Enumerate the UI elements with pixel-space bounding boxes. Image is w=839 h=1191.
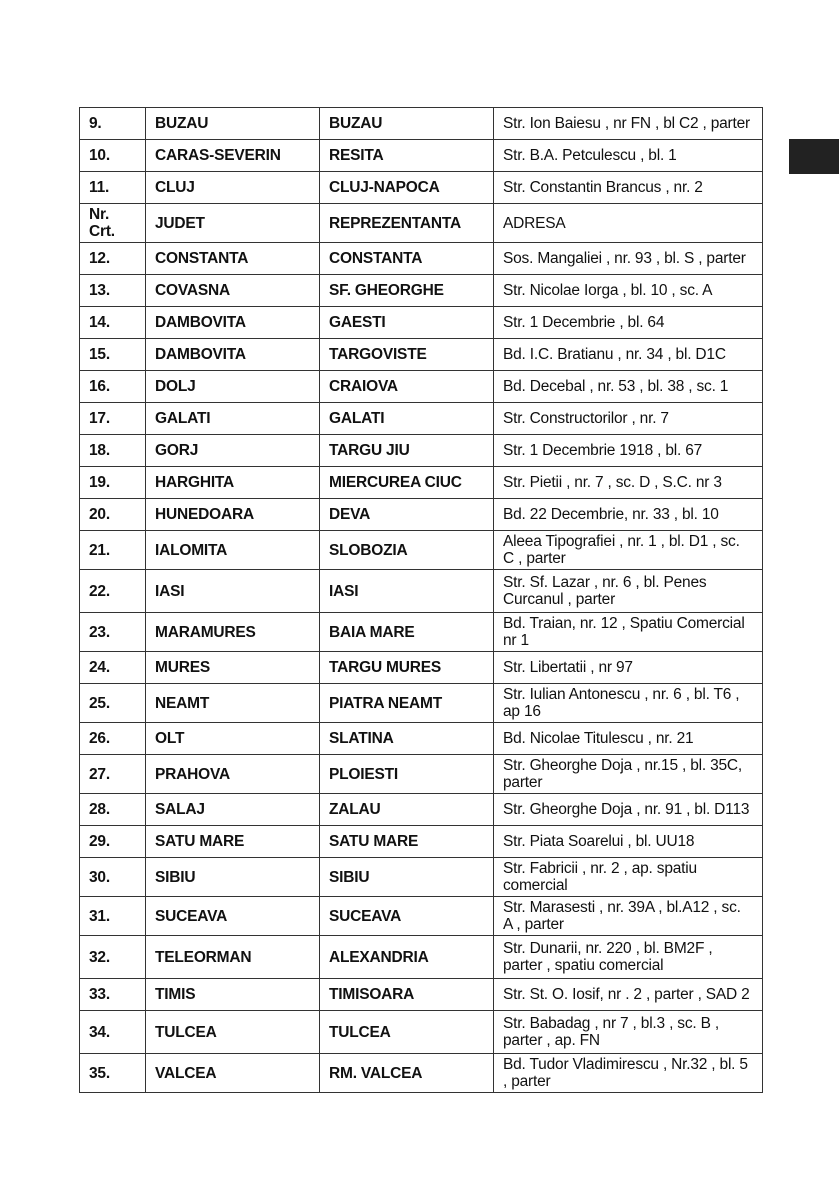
office-cell: SF. GHEORGHE [320,275,494,307]
table-row [80,652,763,684]
office-cell: IASI [320,570,494,613]
table-row [80,531,763,570]
address-cell: Str. Marasesti , nr. 39A , bl.A12 , sc. A , parter [494,897,763,936]
table-row [80,570,763,613]
row-number: 13. [80,275,146,307]
address-cell: Str. 1 Decembrie , bl. 64 [494,307,763,339]
table-body [80,108,763,1093]
office-cell: CONSTANTA [320,243,494,275]
office-cell: ZALAU [320,794,494,826]
row-number: 27. [80,755,146,794]
address-cell: Bd. I.C. Bratianu , nr. 34 , bl. D1C [494,339,763,371]
county-cell: TULCEA [146,1011,320,1054]
row-number: 30. [80,858,146,897]
row-number: 32. [80,936,146,979]
office-cell: SLATINA [320,723,494,755]
row-number: 35. [80,1054,146,1093]
row-number: 21. [80,531,146,570]
address-cell: ADRESA [494,204,763,243]
address-cell: Aleea Tipografiei , nr. 1 , bl. D1 , sc. C , parter [494,531,763,570]
address-cell: Str. Babadag , nr 7 , bl.3 , sc. B , parter , ap. FN [494,1011,763,1054]
row-number: 14. [80,307,146,339]
row-number: 18. [80,435,146,467]
table-row [80,613,763,652]
address-cell: Sos. Mangaliei , nr. 93 , bl. S , parter [494,243,763,275]
office-cell: RM. VALCEA [320,1054,494,1093]
table-row [80,243,763,275]
county-cell: MURES [146,652,320,684]
section-tab-marker [789,139,839,174]
office-cell: GALATI [320,403,494,435]
county-cell: CLUJ [146,172,320,204]
address-cell: Bd. Tudor Vladimirescu , Nr.32 , bl. 5 , parter [494,1054,763,1093]
county-cell: SUCEAVA [146,897,320,936]
office-cell: TARGOVISTE [320,339,494,371]
address-cell: Str. St. O. Iosif, nr . 2 , parter , SAD 2 [494,979,763,1011]
table-row [80,1011,763,1054]
row-number: 11. [80,172,146,204]
table-row [80,172,763,204]
row-number: 17. [80,403,146,435]
table-row [80,979,763,1011]
row-number: 33. [80,979,146,1011]
row-number: Nr. Crt. [80,204,146,243]
address-cell: Str. Ion Baiesu , nr FN , bl C2 , parter [494,108,763,140]
table-row [80,826,763,858]
office-cell: CLUJ-NAPOCA [320,172,494,204]
office-cell: SLOBOZIA [320,531,494,570]
county-cell: COVASNA [146,275,320,307]
address-cell: Bd. Nicolae Titulescu , nr. 21 [494,723,763,755]
office-cell: PLOIESTI [320,755,494,794]
county-cell: MARAMURES [146,613,320,652]
address-cell: Str. Fabricii , nr. 2 , ap. spatiu comercial [494,858,763,897]
address-cell: Str. Nicolae Iorga , bl. 10 , sc. A [494,275,763,307]
row-number: 9. [80,108,146,140]
row-number: 34. [80,1011,146,1054]
office-cell: REPREZENTANTA [320,204,494,243]
county-cell: SALAJ [146,794,320,826]
row-number: 12. [80,243,146,275]
county-cell: DOLJ [146,371,320,403]
address-cell: Str. Constructorilor , nr. 7 [494,403,763,435]
address-cell: Str. Gheorghe Doja , nr.15 , bl. 35C, parter [494,755,763,794]
office-cell: MIERCUREA CIUC [320,467,494,499]
address-cell: Str. Libertatii , nr 97 [494,652,763,684]
table-row [80,307,763,339]
table-row [80,339,763,371]
office-cell: PIATRA NEAMT [320,684,494,723]
table-row [80,499,763,531]
table-row [80,140,763,172]
row-number: 31. [80,897,146,936]
county-cell: GORJ [146,435,320,467]
county-cell: CARAS-SEVERIN [146,140,320,172]
address-cell: Str. 1 Decembrie 1918 , bl. 67 [494,435,763,467]
county-cell: TELEORMAN [146,936,320,979]
table-row [80,467,763,499]
county-cell: PRAHOVA [146,755,320,794]
table-row [80,858,763,897]
county-cell: DAMBOVITA [146,339,320,371]
office-cell: BAIA MARE [320,613,494,652]
table-row [80,897,763,936]
address-cell: Bd. Traian, nr. 12 , Spatiu Comercial nr 1 [494,613,763,652]
address-cell: Bd. Decebal , nr. 53 , bl. 38 , sc. 1 [494,371,763,403]
address-cell: Str. Piata Soarelui , bl. UU18 [494,826,763,858]
county-cell: HUNEDOARA [146,499,320,531]
county-cell: SIBIU [146,858,320,897]
county-cell: IALOMITA [146,531,320,570]
row-number: 20. [80,499,146,531]
address-cell: Str. B.A. Petculescu , bl. 1 [494,140,763,172]
county-cell: VALCEA [146,1054,320,1093]
row-number: 16. [80,371,146,403]
table-row [80,1054,763,1093]
county-cell: IASI [146,570,320,613]
address-cell: Str. Constantin Brancus , nr. 2 [494,172,763,204]
office-cell: RESITA [320,140,494,172]
row-number: 26. [80,723,146,755]
table-row [80,435,763,467]
office-cell: TIMISOARA [320,979,494,1011]
table-row [80,723,763,755]
office-cell: GAESTI [320,307,494,339]
office-cell: TARGU MURES [320,652,494,684]
county-cell: OLT [146,723,320,755]
row-number: 10. [80,140,146,172]
row-number: 28. [80,794,146,826]
row-number: 23. [80,613,146,652]
representatives-table [79,107,763,1093]
table-row [80,684,763,723]
office-cell: SUCEAVA [320,897,494,936]
row-number: 25. [80,684,146,723]
office-cell: CRAIOVA [320,371,494,403]
office-cell: TARGU JIU [320,435,494,467]
row-number: 15. [80,339,146,371]
county-cell: GALATI [146,403,320,435]
table-row [80,755,763,794]
row-number: 19. [80,467,146,499]
office-cell: SATU MARE [320,826,494,858]
table-row [80,108,763,140]
table-row [80,275,763,307]
office-cell: ALEXANDRIA [320,936,494,979]
address-cell: Str. Sf. Lazar , nr. 6 , bl. Penes Curcanul , parter [494,570,763,613]
address-cell: Str. Gheorghe Doja , nr. 91 , bl. D113 [494,794,763,826]
row-number: 24. [80,652,146,684]
county-cell: NEAMT [146,684,320,723]
office-cell: SIBIU [320,858,494,897]
address-cell: Str. Pietii , nr. 7 , sc. D , S.C. nr 3 [494,467,763,499]
office-cell: BUZAU [320,108,494,140]
row-number: 29. [80,826,146,858]
county-cell: CONSTANTA [146,243,320,275]
table-header-row [80,204,763,243]
county-cell: JUDET [146,204,320,243]
address-cell: Str. Iulian Antonescu , nr. 6 , bl. T6 , ap 16 [494,684,763,723]
address-cell: Str. Dunarii, nr. 220 , bl. BM2F , parter , spatiu comercial [494,936,763,979]
table-row [80,794,763,826]
table-row [80,403,763,435]
office-cell: DEVA [320,499,494,531]
county-cell: SATU MARE [146,826,320,858]
table-row [80,936,763,979]
county-cell: DAMBOVITA [146,307,320,339]
county-cell: TIMIS [146,979,320,1011]
address-cell: Bd. 22 Decembrie, nr. 33 , bl. 10 [494,499,763,531]
table-row [80,371,763,403]
county-cell: BUZAU [146,108,320,140]
county-cell: HARGHITA [146,467,320,499]
row-number: 22. [80,570,146,613]
office-cell: TULCEA [320,1011,494,1054]
